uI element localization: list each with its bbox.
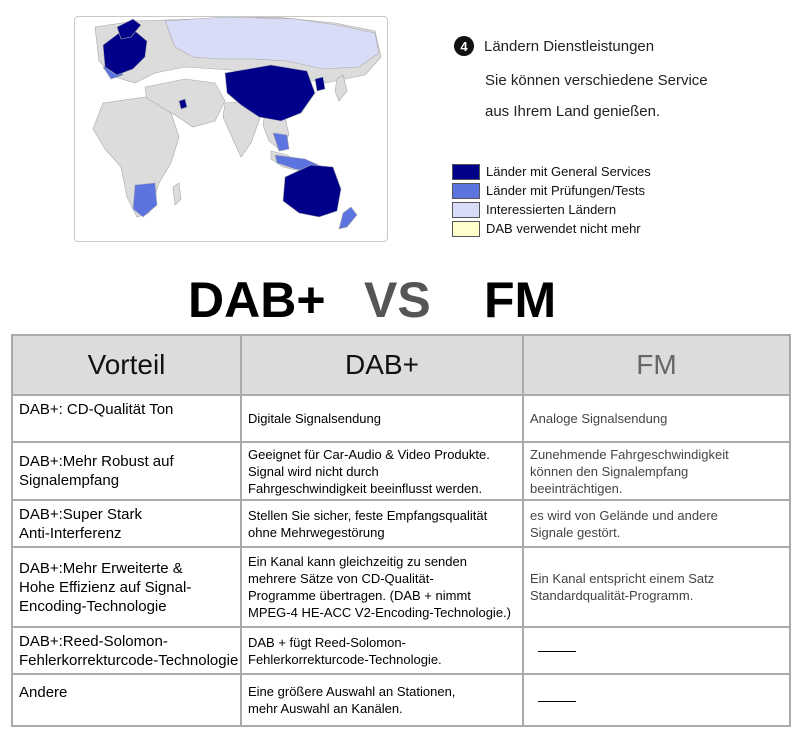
table-row (12, 500, 790, 547)
table-row (12, 627, 790, 674)
legend-label: DAB verwendet nicht mehr (486, 221, 641, 236)
cell-advantage: DAB+: CD-Qualität Ton (12, 395, 241, 442)
header-dab: DAB+ (241, 335, 523, 395)
service-info (454, 34, 784, 120)
cell-fm-empty (523, 627, 790, 674)
service-heading (454, 34, 784, 58)
cell-dab: Eine größere Auswahl an Stationen, mehr Auswahl an Kanälen. (241, 674, 523, 726)
service-line-2: aus Ihrem Land genießen. (485, 103, 661, 120)
heading-vs: VS (364, 272, 431, 328)
legend-label: Interessierten Ländern (486, 202, 617, 217)
cell-fm: Ein Kanal entspricht einem Satz Standardqualität-Programm. (523, 547, 790, 627)
legend-item-general (452, 162, 651, 181)
heading-dab: DAB+ (188, 272, 326, 328)
legend-item-tests (452, 181, 651, 200)
cell-dab: Stellen Sie sicher, feste Empfangsqualität ohne Mehrwegestörung (241, 500, 523, 547)
legend-item-discontinued (452, 219, 651, 238)
service-line-1: Sie können verschiedene Service (485, 72, 708, 89)
legend-label: Länder mit General Services (486, 164, 651, 179)
service-title: Ländern Dienstleistungen (484, 37, 655, 55)
cell-advantage: DAB+:Mehr Robust auf Signalempfang (12, 442, 241, 500)
legend-swatch (452, 202, 480, 218)
table-row (12, 395, 790, 442)
cell-advantage: DAB+:Super Stark Anti-Interferenz (12, 500, 241, 547)
header-fm: FM (523, 335, 790, 395)
heading-fm: FM (484, 272, 557, 328)
comparison-heading (0, 272, 800, 328)
world-map-svg (75, 17, 387, 241)
legend-item-interested (452, 200, 651, 219)
table-row (12, 442, 790, 500)
dash-mark (538, 651, 576, 652)
dash-mark (538, 701, 576, 702)
cell-dab: Geeignet für Car-Audio & Video Produkte. Signal wird nicht durch Fahrgeschwindigkeit beeinflusst werden. (241, 442, 523, 500)
cell-advantage: Andere (12, 674, 241, 726)
comparison-table (11, 334, 791, 727)
cell-dab: Ein Kanal kann gleichzeitig zu senden mehrere Sätze von CD-Qualität- Programme übertragen. (DAB + nimmt MPEG-4 HE-ACC V2-Encoding-Technologie.) (241, 547, 523, 627)
table-header-row (12, 335, 790, 395)
cell-fm: Zunehmende Fahrgeschwindigkeit können den Signalempfang beeinträchtigen. (523, 442, 790, 500)
legend-swatch (452, 221, 480, 237)
world-map (74, 16, 388, 242)
number-badge: 4 (454, 36, 474, 56)
region-nz (339, 207, 357, 229)
region-australia (283, 165, 341, 217)
cell-fm-empty (523, 674, 790, 726)
table-row (12, 547, 790, 627)
region-south-africa (133, 183, 157, 217)
legend-swatch (452, 164, 480, 180)
cell-advantage: DAB+:Reed-Solomon- Fehlerkorrekturcode-Technologie (12, 627, 241, 674)
legend-label: Länder mit Prüfungen/Tests (486, 183, 645, 198)
cell-fm: es wird von Gelände und andere Signale gestört. (523, 500, 790, 547)
legend-swatch (452, 183, 480, 199)
cell-advantage: DAB+:Mehr Erweiterte & Hohe Effizienz auf Signal- Encoding-Technologie (12, 547, 241, 627)
cell-fm: Analoge Signalsendung (523, 395, 790, 442)
region-madagascar (173, 183, 181, 205)
region-korea (315, 77, 325, 91)
table-row (12, 674, 790, 726)
map-legend (452, 162, 651, 238)
cell-dab: Digitale Signalsendung (241, 395, 523, 442)
cell-dab: DAB + fügt Reed-Solomon- Fehlerkorrekturcode-Technologie. (241, 627, 523, 674)
header-vorteil: Vorteil (12, 335, 241, 395)
